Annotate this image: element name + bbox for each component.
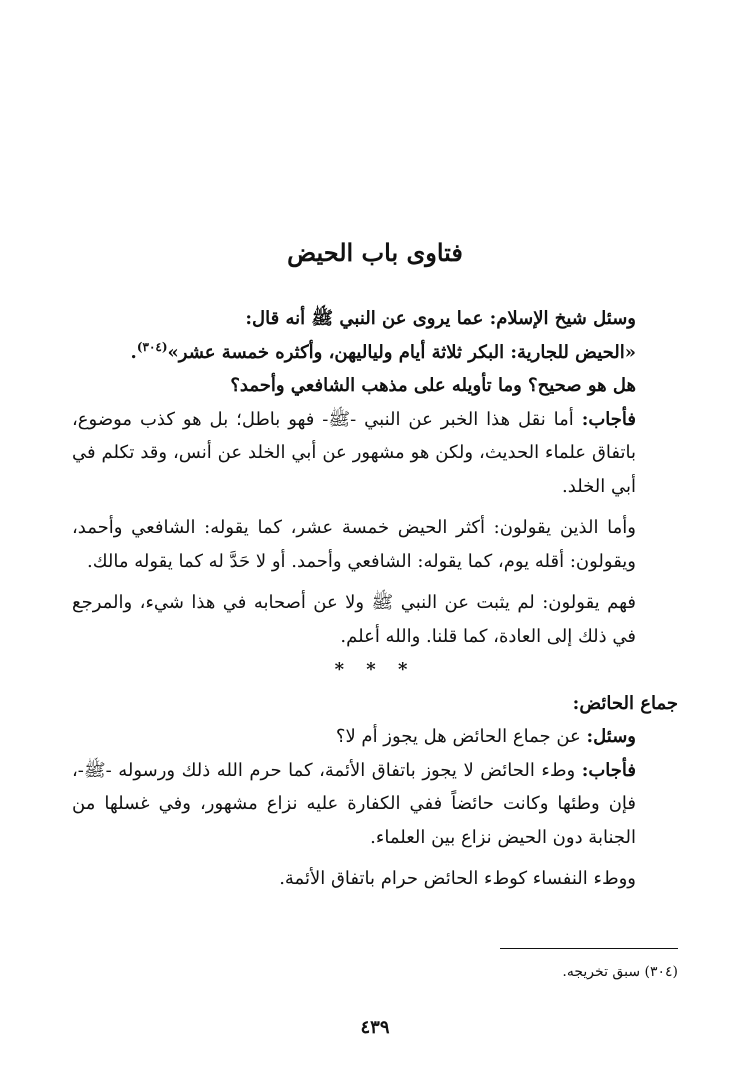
footnote: (٣٠٤) سبق تخريجه. [562,964,678,980]
main-text [72,302,678,896]
paragraph-2: وأما الذين يقولون: أكثر الحيض خمسة عشر، كما يقوله: الشافعي وأحمد، ويقولون: أقله يوم، كما يقوله: الشافعي وأحمد. أو لا حَدَّ له كما يقوله مالك. [72,517,636,572]
answer2-paragraph [72,754,678,855]
question2-label: وسئل: [586,726,636,747]
hadith-text: «الحيض للجارية: البكر ثلاثة أيام ولياليهن، وأكثره خمسة عشر» [167,341,636,363]
paragraph-3: فهم يقولون: لم يثبت عن النبي ﷺ ولا عن أصحابه في هذا شيء، والمرجع في ذلك إلى العادة، كما قلنا. والله أعلم. [72,592,636,647]
question2-paragraph [72,720,678,754]
answer-text: أما نقل هذا الخبر عن النبي -ﷺ- فهو باطل؛ بل هو كذب موضوع، باتفاق علماء الحديث، ولكن هو مشهور عن أبي الخلد عن أنس، وقد تكلم في أبي الخلد. [72,408,636,497]
hadith-footnote-ref: (٣٠٤) [136,339,168,354]
hadith-end: . [130,341,137,363]
page-number: ٤٣٩ [360,1017,390,1038]
section-separator: * * * [334,659,416,680]
answer2-label: فأجاب: [581,759,636,781]
section-title: فتاوى باب الحيض [287,238,463,267]
answer-paragraph [72,403,678,504]
answer2-text: وطء الحائض لا يجوز باتفاق الأئمة، كما حرم الله ذلك ورسوله -ﷺ-، فإن وطئها وكانت حائضاً ففي الكفارة عليه نزاع مشهور، وفي غسلها من الجنابة دون الحيض نزاع بين العلماء. [72,759,636,848]
answer-label: فأجاب: [581,408,636,430]
hadith-quote [72,336,678,370]
subsection-heading: جماع الحائض: [572,692,678,714]
footnote-divider [500,948,678,949]
question2-text: عن جماع الحائض هل يجوز أم لا؟ [335,726,581,747]
question-intro: وسئل شيخ الإسلام: عما يروى عن النبي ﷺ أنه قال: [245,308,636,329]
question-text: هل هو صحيح؟ وما تأويله على مذهب الشافعي وأحمد؟ [230,375,636,396]
answer2-paragraph-2: ووطء النفساء كوطء الحائض حرام باتفاق الأئمة. [279,868,636,889]
